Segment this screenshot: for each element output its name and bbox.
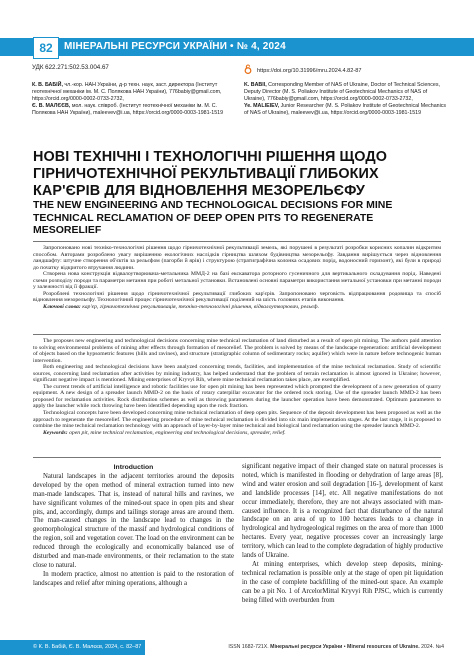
journal-title: МІНЕРАЛЬНІ РЕСУРСИ УКРАЇНИ • № 4, 2024 <box>64 41 286 52</box>
keywords-ua <box>33 304 441 311</box>
author-block <box>32 103 232 117</box>
journal-footer: ISSN 1682-721X. Мінеральні ресурси України • Mineral resources of Ukraine. 2024. №4 <box>228 644 444 650</box>
abstract-paragraph: Both engineering and technological decisions have been analyzed concerning trends, facilities, and implementation of the mine technical reclamation. Study of scientific sources, concerning land reclamation after activities by mining industry, has helped understand that the problem of terrain reclamation is almost ignored in Ukraine; however, significant negative impact is mentioned. Mining enterprises of Kryvyi Rih, where mine technical reclamation takes place, are exemplified. <box>33 364 441 384</box>
abstract-paragraph: Створена нова конструкція відвалоутворювача-метальника ММД-2 на базі екскаватора роторного гусеничного для вертикального складування порід. Наведені схеми розподілу породи та параметри метання при роботі метальної установки. Встановлені основні параметри використання метальної установки при метанні породи у залежності від її фракції. <box>33 271 441 291</box>
divider <box>33 334 441 335</box>
open-access-icon <box>244 64 252 74</box>
keywords-text: open pit, mine technical reclamation, engineering and technological decisions, spreader, relief. <box>67 429 286 436</box>
keywords-en <box>33 430 441 437</box>
author-affiliation: Corresponding Member of NAS of Ukraine, Doctor of Technical Sciences, Deputy Director (M. S. Poliakov Institute of Geotechnical Mechanics of NAS of Ukraine), 776babiy@gmail.com, https://orcid.org/0000-0002-0733-2732, <box>244 82 440 102</box>
body-column-left <box>33 464 234 589</box>
issue: 2024. №4 <box>421 644 444 650</box>
journal-name-en: Mineral resources of Ukraine. <box>347 644 420 650</box>
section-heading: Introduction <box>113 464 154 471</box>
authors-en <box>244 82 449 117</box>
divider <box>33 457 441 458</box>
abstract-paragraph: Запропоновано нові техніко-технологічні рішення щодо гірничотехнічної рекультивації земель, які порушені в результаті розробки корисних копалин відкритим способом. Авторами розроблено увагу вирішенню екологічних наслідків гірництва шляхом будівництва мезорельєфу. Завдання вирішується через відновлення ландшафту: штучне створення об'єктів за рельєфом (пагорби й ярів) і структурою (стратиграфічна колонка осадових порід, водоносний горизонт), які були в природі до початку відкритого втручання людини. <box>33 245 441 271</box>
body-paragraph: Natural landscapes in the adjacent territories around the deposits developed by the open method of mineral extraction turned into new man-made landscapes. That is, instead of natural hills and ravines, we have significant volumes of the mined-out space in open pits and shear pits, and, accordingly, dumps and tailings storage areas are around them. The man-caused changes in the landscape lead to changes in the geomorphological structure of the massif and hydrological conditions of the region, soil and vegetation cover. The load on the environment can be reduced through the ecologically and economically balanced use of disturbed and man-made environments, or their reclamation to the state close to natural. <box>33 472 234 569</box>
author-name: К. В. БАБІЙ, <box>32 82 63 88</box>
abstract-paragraph: The current trends of artificial intelligence and robotic facilities use for open pit mining has been represented which prompted the development of a new generation of quarry equipment. A new design of a spreader launch MMD-2 on the basis of rotary caterpillar excavator for the ordered rock storing. Use of the spreader launch MMD-2 has been proposed for reclamation activities. Rock distribution schemes as well as throwing parameters during the launcher operation have been demonstrated. Optimum parameters to apply the launcher while rock throwing have been identified depending upon the rock fraction. <box>33 383 441 410</box>
abstract-paragraph: Розроблені технологічні рішення щодо гірничотехнічної рекультивації глибоких кар'єрів. Запропоновано черговість відпрацювання родовища та спосіб відновлення мезорельєфу. Технологічний процес гірничотехнічної рекультивації поділений на шість головних етапів виконання. <box>33 290 441 304</box>
author-block <box>244 103 449 117</box>
body-paragraph: At mining enterprises, which develop steep deposits, mining-technical reclamation is possible only at the stage of open pit liquidation in the case of complete backfilling of the mined-out space. An example can be a pit No. 1 of ArcelorMittal Kryvyi Rih PJSC, which is currently being filled with overburden from <box>242 560 443 604</box>
authors-ua <box>32 82 232 117</box>
author-name: Ye. MALIEIEV, <box>244 103 280 109</box>
article-title-en: THE NEW ENGINEERING AND TECHNOLOGICAL DECISIONS FOR MINE TECHNICAL RECLAMATION OF DEEP OPEN PITS TO REGENERATE MESORELIEF <box>33 199 393 236</box>
keywords-label: Keywords: <box>43 429 68 436</box>
keywords-label: Ключові слова: <box>43 303 81 310</box>
abstract-paragraph: The proposes new engineering and technological decisions concerning mine technical reclamation of land disturbed as a result of open pit mining. The authors paid attention to solving environmental problems of mining after effects through formation of mesorelief. The problem is solved by means of the landscape regeneration: artificial development of objects based on the hypsometric features (hills and ravines), and structure (stratigraphic column of sedimentary rocks; aquifer) which were in nature before technogenic human intervention. <box>33 338 441 364</box>
divider <box>33 241 441 242</box>
abstract-en <box>33 338 441 436</box>
udk-code: УДК 622.271:502.53.004.67 <box>32 64 109 71</box>
issn: ISSN 1682-721X. <box>228 644 269 650</box>
doi-link[interactable]: https://doi.org/10.31996/mru.2024.4.82-87 <box>257 68 362 74</box>
copyright-bar <box>0 640 145 655</box>
body-paragraph: significant negative impact of their changed state on natural processes is noted, which is manifested in flooding or dehydration of large areas [8], wind and water erosion and soil degradation [16-], development of karst and landslide processes [14], etc. All negative manifestations do not occur immediately, therefore, they are not always associated with man-caused influence. It is a recognized fact that disturbance of the natural landscape on an area of up to 100 hectares leads to a change in hydrological and hydrogeological regimes on the area of more than 1000 hectares. Every year, negative processes cover an increasingly large territory, which can lead to the complete degradation of highly productive lands of Ukraine. <box>242 463 443 560</box>
author-affiliation: Junior Researcher (M. S. Poliakov Institute of Geotechnical Mechanics of NAS of Ukraine), maleevev@i.ua, https://orcid.org/0000-0003-1981-1519 <box>244 103 447 116</box>
body-column-right <box>242 463 443 606</box>
journal-name-ua: Мінеральні ресурси України <box>270 644 343 650</box>
keywords-text: кар'єр, гірничотехнічна рекультивація, техніко-технологічні рішення, відвалоутворювач, рельєф. <box>80 303 320 310</box>
article-title-ua: НОВІ ТЕХНІЧНІ І ТЕХНОЛОГІЧНІ РІШЕННЯ ЩОДО ГІРНИЧОТЕХНІЧНОЇ РЕКУЛЬТИВАЦІЇ ГЛИБОКИХ КАР'ЄРІВ ДЛЯ ВІДНОВЛЕННЯ МЕЗОРЕЛЬЄФУ <box>33 149 388 199</box>
author-block <box>244 82 449 103</box>
author-affiliation: мол. наук. співроб. (Інститут геотехнічної механіки ім. М. С. Полякова НАН України), maleevev@i.ua, https://orcid.org/0000-0003-1981-1519 <box>32 103 224 116</box>
author-affiliation: чл.-кор. НАН України, д-р техн. наук, заст. директора (Інститут геотехнічної механіки ім. М. С. Полякова НАН України), 776babiy@gmail.com, https://orcid.org/0000-0002-0733-2732, <box>32 82 222 102</box>
author-name: Є. В. МАЛЄЄВ, <box>32 103 71 109</box>
author-block <box>32 82 232 103</box>
abstract-ua <box>33 245 441 310</box>
page-number: 82 <box>33 37 59 59</box>
body-paragraph: In modern practice, almost no attention is paid to the restoration of landscapes and relief after mining operations, although a <box>33 570 234 587</box>
author-name: K. BABII, <box>244 82 267 88</box>
copyright-text: © К. В. Бабій, Є. В. Малєєв, 2024, с. 82–87 <box>33 644 142 650</box>
abstract-paragraph: Technological concepts have been developed concerning mine technical reclamation of deep open pits. Sequence of the deposit development has been proposed as well as the approach to regenerate the mesorelief. The engineering procedure of mine technical reclamation is divided into six main implementation stages. At the last stage, it is proposed to combine the mine technical reclamation technology with an approach of layer-by-layer mine technical and biological land reclamation using the spreader launch MMD-2. <box>33 410 441 430</box>
